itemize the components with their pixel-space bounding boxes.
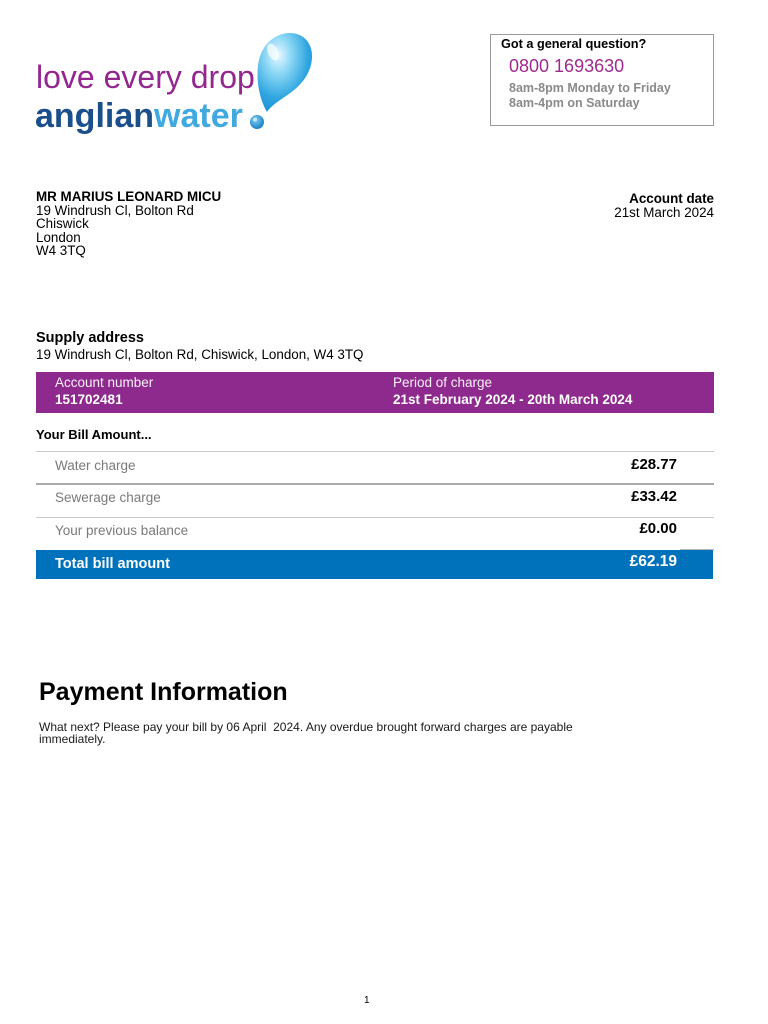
customer-address-block (36, 190, 221, 258)
account-summary-bar (36, 372, 714, 413)
table-divider (36, 517, 714, 518)
drop-dot-highlight (253, 118, 257, 122)
customer-name: MR MARIUS LEONARD MICU (36, 189, 222, 204)
contact-info-box (490, 34, 714, 126)
account-number-label: Account number (55, 375, 154, 390)
logo-tagline: love every drop (36, 59, 255, 95)
table-divider (36, 451, 714, 452)
account-date-block (614, 192, 714, 220)
table-divider (36, 483, 714, 485)
payment-information-heading: Payment Information (39, 678, 288, 706)
account-number-value: 151702481 (55, 392, 123, 407)
customer-address-line: Chiswick (36, 216, 89, 231)
customer-address-line: London (36, 229, 81, 245)
total-bar-edge-line (680, 549, 714, 550)
contact-hours-weekday: 8am-8pm Monday to Friday (509, 81, 671, 95)
bill-row-label-previous-balance: Your previous balance (55, 523, 189, 538)
contact-box-title: Got a general question? (501, 37, 647, 51)
bill-row-amount-water: £28.77 (631, 456, 677, 473)
bill-row-label-water: Water charge (55, 458, 136, 473)
charge-period-label: Period of charge (393, 375, 493, 390)
supply-address-label: Supply address (36, 330, 144, 346)
account-date-label: Account date (629, 191, 714, 206)
total-bill-bar (36, 550, 713, 579)
total-bill-amount: £62.19 (629, 553, 677, 570)
customer-address-line: 19 Windrush Cl, Bolton Rd (36, 202, 194, 218)
bill-row-label-sewerage: Sewerage charge (55, 490, 161, 505)
bill-amount-heading: Your Bill Amount... (36, 427, 152, 442)
payment-instructions-text: What next? Please pay your bill by 06 April 2024. Any overdue brought forward charges are payable immediately. (39, 720, 576, 746)
drop-dot (250, 115, 264, 129)
bill-row-amount-previous-balance: £0.00 (639, 520, 677, 537)
bill-row-amount-sewerage: £33.42 (631, 488, 677, 505)
drop-body (257, 33, 312, 112)
customer-address-line: W4 3TQ (36, 243, 86, 258)
contact-phone-number: 0800 1693630 (509, 56, 625, 76)
anglian-water-logo (0, 0, 330, 140)
charge-period-value: 21st February 2024 - 20th March 2024 (393, 392, 633, 407)
total-bill-label: Total bill amount (55, 556, 170, 572)
page-number: 1 (364, 995, 370, 1006)
account-date-value: 21st March 2024 (614, 205, 714, 220)
water-drop-icon (246, 30, 318, 132)
logo-wordmark-anglian: anglian (35, 97, 155, 135)
contact-hours-saturday: 8am-4pm on Saturday (509, 96, 640, 110)
supply-address-value: 19 Windrush Cl, Bolton Rd, Chiswick, London, W4 3TQ (36, 347, 364, 362)
logo-wordmark-water: water (154, 97, 243, 135)
logo-wordmark (35, 99, 243, 133)
